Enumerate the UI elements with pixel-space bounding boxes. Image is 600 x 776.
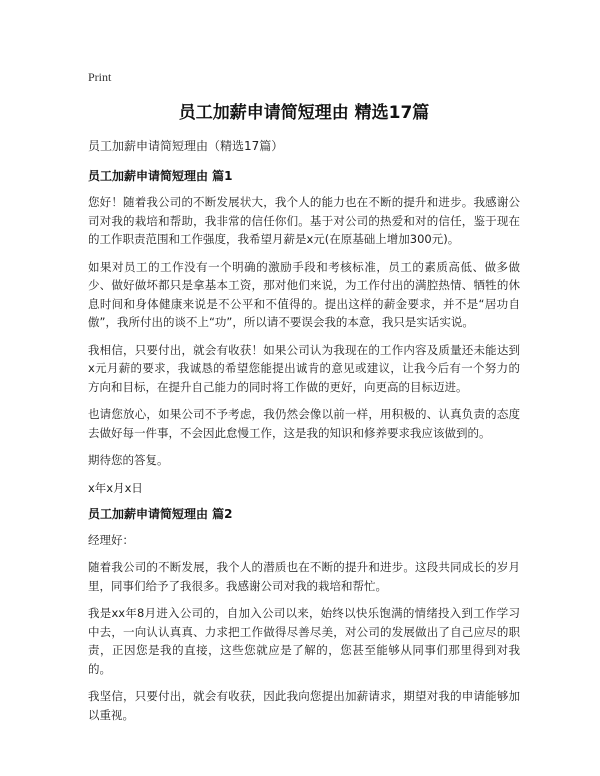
print-label: Print bbox=[88, 70, 112, 84]
document-subtitle: 员工加薪申请简短理由（精选17篇） bbox=[88, 139, 284, 153]
document-page bbox=[88, 70, 520, 733]
section-1-closing: 期待您的答复。 bbox=[88, 453, 169, 467]
section-2-heading: 员工加薪申请简短理由 篇2 bbox=[88, 506, 233, 521]
page-title: 员工加薪申请简短理由 精选17篇 bbox=[178, 103, 430, 123]
section-1-paragraph: 也请您放心，如果公司不予考虑，我仍然会像以前一样，用积极的、认真负责的态度去做好每一件事，不会因此怠慢工作，这是我的知识和修养要求我应该做到的。 bbox=[88, 407, 520, 440]
section-2-greeting: 经理好： bbox=[88, 532, 134, 547]
section-1-paragraph: 如果对员工的工作没有一个明确的激励手段和考核标准，员工的素质高低、做多做少、做好做坏都只是拿基本工资，那对他们来说，为工作付出的满腔热情、牺牲的休息时间和身体健康来说是不公平和不值得的。提出这样的薪金要求，并不是“居功自傲”，我所付出的谈不上“功”，所以请不要误会我的本意，我只是实话实说。 bbox=[88, 259, 520, 329]
section-1-paragraph: 您好！随着我公司的不断发展状大，我个人的能力也在不断的提升和进步。我感谢公司对我的栽培和帮助，我非常的信任你们。基于对公司的热爱和对的信任，鉴于现在的工作职责范围和工作强度，我希望月薪是x元(在原基础上增加300元)。 bbox=[88, 195, 520, 246]
section-1-paragraph: 我相信，只要付出，就会有收获！如果公司认为我现在的工作内容及质量还未能达到x元月薪的要求，我诚恳的希望您能提出诚肯的意见或建议，让我今后有一个努力的方向和目标，在提升自己能力的同时将工作做的更好，向更高的目标迈进。 bbox=[88, 342, 520, 394]
section-1-heading: 员工加薪申请简短理由 篇1 bbox=[88, 169, 233, 183]
section-2-paragraph: 我是xx年8月进入公司的，自加入公司以来，始终以快乐饱满的情绪投入到工作学习中去，一向认认真真、力求把工作做得尽善尽美，对公司的发展做出了自己应尽的职责，正因您是我的直接，这些您就应是了解的，您甚至能够从同事们那里得到对我的。 bbox=[88, 606, 520, 676]
section-2-paragraph: 我坚信，只要付出，就会有收获，因此我向您提出加薪请求，期望对我的申请能够加以重视。 bbox=[88, 689, 520, 722]
section-1-date: x年x月x日 bbox=[88, 480, 143, 495]
section-2-paragraph: 随着我公司的不断发展，我个人的潜质也在不断的提升和进步。这段共同成长的岁月里，同事们给予了我很多。我感谢公司对我的栽培和帮忙。 bbox=[88, 560, 520, 593]
